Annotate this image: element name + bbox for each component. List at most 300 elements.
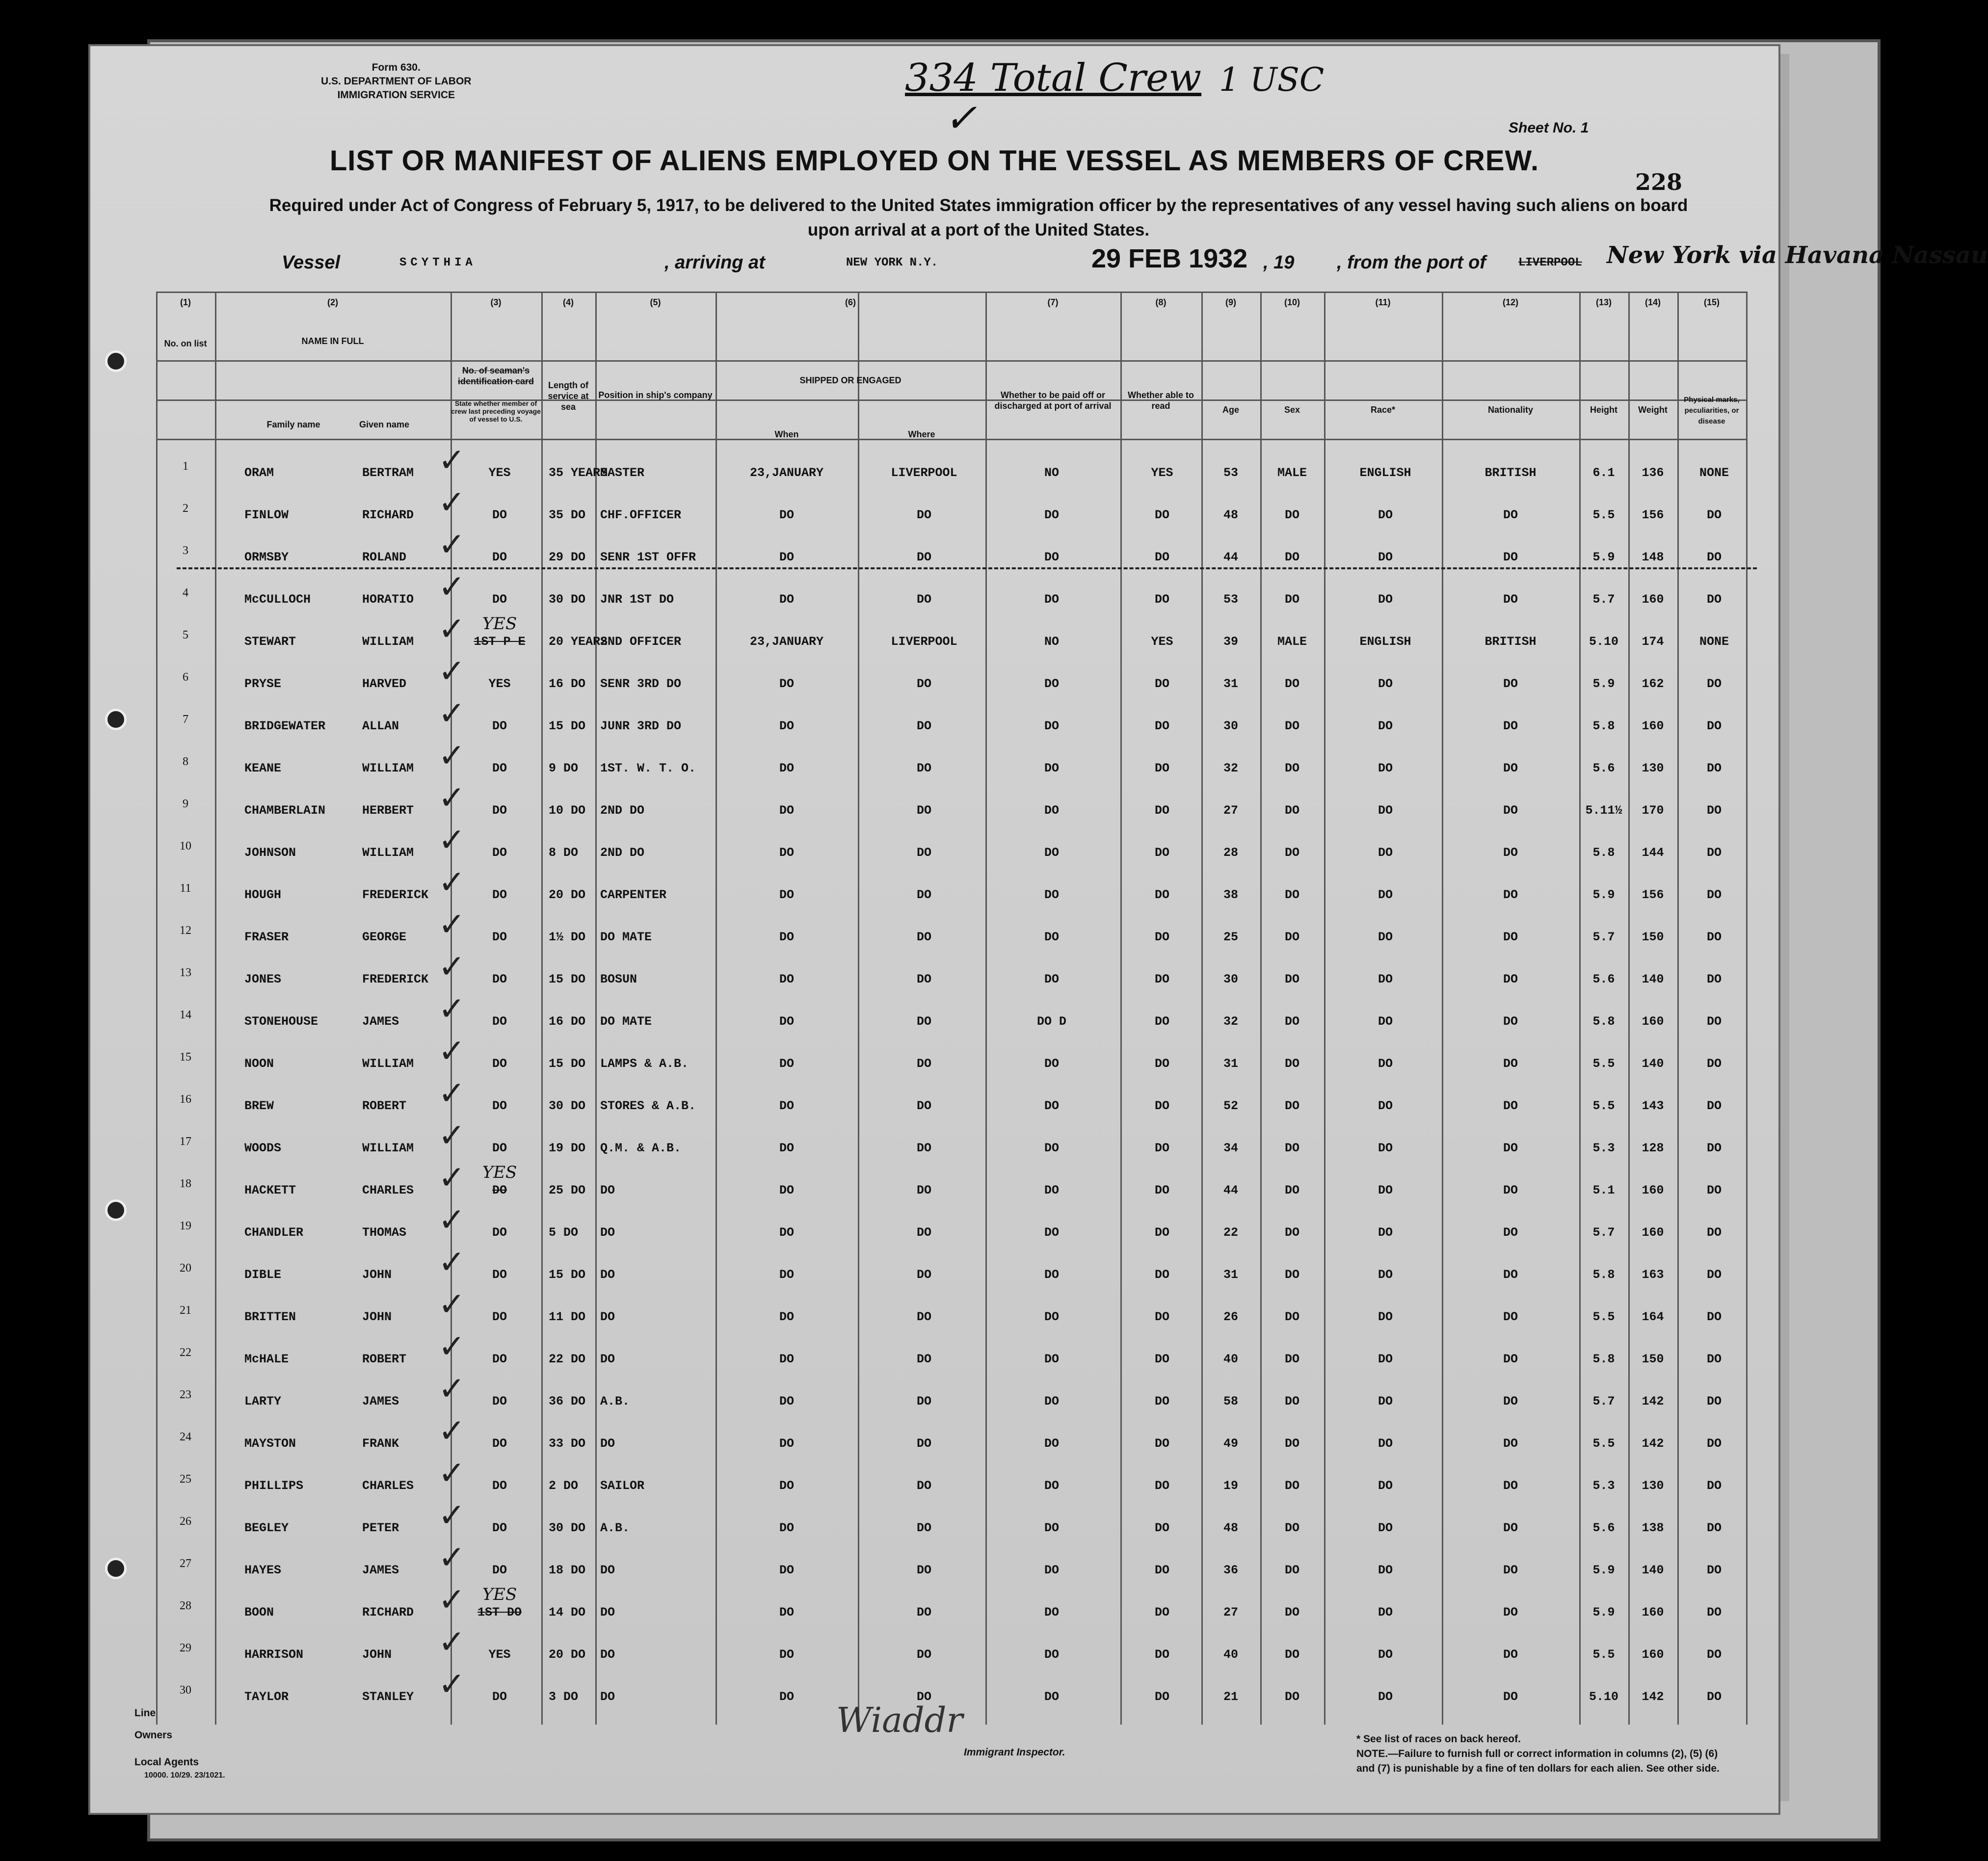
page-subtitle: Required under Act of Congress of February 5, 1917, to be delivered to the United States immigration officer by the representatives of any vessel having such aliens on board upon arrival at a port of the United States. xyxy=(269,196,1688,239)
crew-table xyxy=(156,292,1746,1744)
row-26-nat: DO xyxy=(1503,1521,1518,1535)
row-21-position: DO xyxy=(600,1310,615,1324)
table-column-rule xyxy=(1120,292,1122,1725)
row-22-race: DO xyxy=(1378,1352,1393,1366)
row-26-sex: DO xyxy=(1284,1521,1299,1535)
row-30-where: DO xyxy=(916,1690,931,1704)
row-17-family: WOODS xyxy=(244,1141,282,1155)
penalty-note: NOTE.—Failure to furnish full or correct information in columns (2), (5) (6) and (7) is punishable by a fine of ten dollars for each alien. See other side. xyxy=(1356,1748,1720,1774)
row-2-n: 2 xyxy=(183,502,188,515)
row-16-height: 5.5 xyxy=(1592,1099,1615,1113)
row-28-when: DO xyxy=(779,1605,794,1620)
row-19-prev: DO xyxy=(492,1225,507,1240)
row-20-family: DIBLE xyxy=(244,1268,282,1282)
row-13-family: JONES xyxy=(244,972,282,986)
row-24-marks: DO xyxy=(1706,1436,1722,1451)
row-22-given: ROBERT xyxy=(362,1352,407,1366)
row-20-when: DO xyxy=(779,1268,794,1282)
row-16-nat: DO xyxy=(1503,1099,1518,1113)
row-18-race: DO xyxy=(1378,1183,1393,1197)
row-28-sex: DO xyxy=(1284,1605,1299,1620)
row-4-prev: DO xyxy=(492,592,507,607)
row-27-height: 5.9 xyxy=(1592,1563,1615,1577)
row-4-position: JNR 1ST DO xyxy=(600,592,674,607)
row-1-where: LIVERPOOL xyxy=(891,466,957,480)
row-18-nat: DO xyxy=(1503,1183,1518,1197)
row-5-service: 20 YEARS xyxy=(549,635,608,649)
row-8-check-mark: ✓ xyxy=(438,737,466,774)
row-20-n: 20 xyxy=(180,1262,191,1275)
table-header-rule xyxy=(156,292,1746,293)
row-6-service: 16 DO xyxy=(549,677,586,691)
form-service: IMMIGRATION SERVICE xyxy=(337,89,455,101)
row-10-marks: DO xyxy=(1706,846,1722,860)
row-26-height: 5.6 xyxy=(1592,1521,1615,1535)
row-19-when: DO xyxy=(779,1225,794,1240)
row-6-age: 31 xyxy=(1223,677,1238,691)
row-22-where: DO xyxy=(916,1352,931,1366)
punch-hole xyxy=(105,1199,127,1221)
row-19-weight: 160 xyxy=(1642,1225,1664,1240)
row-23-nat: DO xyxy=(1503,1394,1518,1409)
row-2-nat: DO xyxy=(1503,508,1518,522)
row-20-prev: DO xyxy=(492,1268,507,1282)
row-18-weight: 160 xyxy=(1642,1183,1664,1197)
row-28-nat: DO xyxy=(1503,1605,1518,1620)
row-17-age: 34 xyxy=(1223,1141,1238,1155)
row-13-prev: DO xyxy=(492,972,507,986)
row-1-age: 53 xyxy=(1223,466,1238,480)
usc-annotation: 1 USC xyxy=(1219,61,1325,99)
row-30-service: 3 DO xyxy=(549,1690,579,1704)
row-21-age: 26 xyxy=(1223,1310,1238,1324)
row-23-read: DO xyxy=(1154,1394,1169,1409)
header-sex: Sex xyxy=(1284,405,1300,415)
row-8-weight: 130 xyxy=(1642,761,1664,775)
row-19-height: 5.7 xyxy=(1592,1225,1615,1240)
row-3-when: DO xyxy=(779,550,794,564)
row-24-age: 49 xyxy=(1223,1436,1238,1451)
row-26-where: DO xyxy=(916,1521,931,1535)
row-16-when: DO xyxy=(779,1099,794,1113)
crew-total-annotation: 334 Total Crew xyxy=(905,56,1202,100)
table-column-rule xyxy=(541,292,543,1725)
row-5-read: YES xyxy=(1151,635,1173,649)
vessel-name: SCYTHIA xyxy=(399,256,477,269)
row-30-age: 21 xyxy=(1223,1690,1238,1704)
row-17-weight: 128 xyxy=(1642,1141,1664,1155)
row-6-nat: DO xyxy=(1503,677,1518,691)
row-13-read: DO xyxy=(1154,972,1169,986)
header-age: Age xyxy=(1222,405,1239,415)
sheet-number-value: 1 xyxy=(1580,120,1589,136)
row-28-n: 28 xyxy=(180,1599,191,1612)
row-9-when: DO xyxy=(779,803,794,818)
row-5-paid: NO xyxy=(1044,635,1059,649)
row-4-read: DO xyxy=(1154,592,1169,607)
row-7-weight: 160 xyxy=(1642,719,1664,733)
row-21-given: JOHN xyxy=(362,1310,392,1324)
row-28-paid: DO xyxy=(1044,1605,1059,1620)
row-9-given: HERBERT xyxy=(362,803,414,818)
header-paid-off: Whether to be paid off or discharged at port of arrival xyxy=(994,390,1112,411)
row-30-paid: DO xyxy=(1044,1690,1059,1704)
row-19-nat: DO xyxy=(1503,1225,1518,1240)
row-15-given: WILLIAM xyxy=(362,1057,414,1071)
row-14-prev: DO xyxy=(492,1014,507,1029)
row-17-position: Q.M. & A.B. xyxy=(600,1141,682,1155)
row-28-service: 14 DO xyxy=(549,1605,586,1620)
punch-hole xyxy=(105,1558,127,1579)
row-7-family: BRIDGEWATER xyxy=(244,719,326,733)
row-15-n: 15 xyxy=(180,1051,191,1063)
row-19-age: 22 xyxy=(1223,1225,1238,1240)
agents-label: Local Agents xyxy=(134,1756,199,1768)
row-3-marks: DO xyxy=(1706,550,1722,564)
row-18-age: 44 xyxy=(1223,1183,1238,1197)
races-note: * See list of races on back hereof. xyxy=(1356,1733,1521,1745)
row-16-prev: DO xyxy=(492,1099,507,1113)
row-9-nat: DO xyxy=(1503,803,1518,818)
row-18-sex: DO xyxy=(1284,1183,1299,1197)
row-12-when: DO xyxy=(779,930,794,944)
row-6-paid: DO xyxy=(1044,677,1059,691)
row-10-read: DO xyxy=(1154,846,1169,860)
column-number: (9) xyxy=(1225,297,1236,307)
row-14-read: DO xyxy=(1154,1014,1169,1029)
row-22-n: 22 xyxy=(180,1346,191,1359)
row-18-position: DO xyxy=(600,1183,615,1197)
row-30-check-mark: ✓ xyxy=(438,1665,466,1703)
row-10-family: JOHNSON xyxy=(244,846,296,860)
row-26-race: DO xyxy=(1378,1521,1393,1535)
row-11-n: 11 xyxy=(180,882,191,895)
row-28-age: 27 xyxy=(1223,1605,1238,1620)
header-given-name: Given name xyxy=(359,420,410,429)
row-2-paid: DO xyxy=(1044,508,1059,522)
table-column-rule xyxy=(1260,292,1262,1725)
row-18-height: 5.1 xyxy=(1592,1183,1615,1197)
row-29-given: JOHN xyxy=(362,1648,392,1662)
row-27-sex: DO xyxy=(1284,1563,1299,1577)
row-1-position: MASTER xyxy=(600,466,645,480)
header-nationality: Nationality xyxy=(1487,405,1533,415)
row-15-marks: DO xyxy=(1706,1057,1722,1071)
row-20-weight: 163 xyxy=(1642,1268,1664,1282)
row-13-service: 15 DO xyxy=(549,972,586,986)
row-6-n: 6 xyxy=(183,671,188,684)
row-5-check-mark: ✓ xyxy=(438,610,466,648)
row-26-when: DO xyxy=(779,1521,794,1535)
row-17-prev: DO xyxy=(492,1141,507,1155)
row-25-n: 25 xyxy=(180,1473,191,1486)
row-12-family: FRASER xyxy=(244,930,289,944)
row-26-family: BEGLEY xyxy=(244,1521,289,1535)
row-30-position: DO xyxy=(600,1690,615,1704)
row-8-position: 1ST. W. T. O. xyxy=(600,761,696,775)
row-3-where: DO xyxy=(916,550,931,564)
row-22-family: McHALE xyxy=(244,1352,289,1366)
row-5-given: WILLIAM xyxy=(362,635,414,649)
row-17-sex: DO xyxy=(1284,1141,1299,1155)
row-20-read: DO xyxy=(1154,1268,1169,1282)
row-20-paid: DO xyxy=(1044,1268,1059,1282)
row-25-paid: DO xyxy=(1044,1479,1059,1493)
row-28-check-mark: ✓ xyxy=(438,1581,466,1619)
column-number: (15) xyxy=(1703,297,1720,307)
row-13-position: BOSUN xyxy=(600,972,637,986)
row-9-marks: DO xyxy=(1706,803,1722,818)
manifest-page xyxy=(88,44,1988,1815)
row-1-marks: NONE xyxy=(1699,466,1729,480)
row-29-nat: DO xyxy=(1503,1648,1518,1662)
row-24-where: DO xyxy=(916,1436,931,1451)
row-24-service: 33 DO xyxy=(549,1436,586,1451)
row-4-when: DO xyxy=(779,592,794,607)
row-10-where: DO xyxy=(916,846,931,860)
row-6-read: DO xyxy=(1154,677,1169,691)
inspector-label: Immigrant Inspector. xyxy=(964,1747,1065,1758)
row-3-given: ROLAND xyxy=(362,550,407,564)
row-25-read: DO xyxy=(1154,1479,1169,1493)
row-11-weight: 156 xyxy=(1642,888,1664,902)
row-21-check-mark: ✓ xyxy=(438,1285,466,1323)
row-20-check-mark: ✓ xyxy=(438,1243,466,1281)
row-17-height: 5.3 xyxy=(1592,1141,1615,1155)
row-27-weight: 140 xyxy=(1642,1563,1664,1577)
row-15-position: LAMPS & A.B. xyxy=(600,1057,689,1071)
row-6-check-mark: ✓ xyxy=(438,652,466,690)
row-13-when: DO xyxy=(779,972,794,986)
row-10-given: WILLIAM xyxy=(362,846,414,860)
column-number: (5) xyxy=(650,297,661,307)
row-2-where: DO xyxy=(916,508,931,522)
row-29-family: HARRISON xyxy=(244,1648,304,1662)
row-15-sex: DO xyxy=(1284,1057,1299,1071)
row-11-when: DO xyxy=(779,888,794,902)
row-8-given: WILLIAM xyxy=(362,761,414,775)
row-1-read: YES xyxy=(1151,466,1173,480)
row-7-service: 15 DO xyxy=(549,719,586,733)
row-29-n: 29 xyxy=(180,1642,191,1654)
row-7-when: DO xyxy=(779,719,794,733)
row-18-check-mark: ✓ xyxy=(438,1159,466,1196)
row-15-weight: 140 xyxy=(1642,1057,1664,1071)
row-2-height: 5.5 xyxy=(1592,508,1615,522)
row-3-paid: DO xyxy=(1044,550,1059,564)
row-30-n: 30 xyxy=(180,1684,191,1697)
row-18-family: HACKETT xyxy=(244,1183,296,1197)
row-23-given: JAMES xyxy=(362,1394,399,1409)
row-30-read: DO xyxy=(1154,1690,1169,1704)
column-number: (4) xyxy=(563,297,574,307)
column-number: (13) xyxy=(1595,297,1612,307)
row-1-sex: MALE xyxy=(1277,466,1307,480)
header-where: Where xyxy=(908,429,935,439)
row-21-paid: DO xyxy=(1044,1310,1059,1324)
row-21-sex: DO xyxy=(1284,1310,1299,1324)
row-22-weight: 150 xyxy=(1642,1352,1664,1366)
row-2-family: FINLOW xyxy=(244,508,289,522)
row-4-sex: DO xyxy=(1284,592,1299,607)
row-27-position: DO xyxy=(600,1563,615,1577)
row-3-n: 3 xyxy=(183,544,188,557)
row-13-given: FREDERICK xyxy=(362,972,429,986)
row-16-sex: DO xyxy=(1284,1099,1299,1113)
row-19-paid: DO xyxy=(1044,1225,1059,1240)
row-7-marks: DO xyxy=(1706,719,1722,733)
column-number: (3) xyxy=(490,297,502,307)
row-24-check-mark: ✓ xyxy=(438,1412,466,1450)
row-28-prev-handwritten: YES xyxy=(482,1585,517,1604)
row-24-weight: 142 xyxy=(1642,1436,1664,1451)
row-9-height: 5.11½ xyxy=(1585,803,1622,818)
form-header xyxy=(321,61,471,102)
row-30-family: TAYLOR xyxy=(244,1690,289,1704)
row-14-marks: DO xyxy=(1706,1014,1722,1029)
row-9-service: 10 DO xyxy=(549,803,586,818)
row-3-position: SENR 1ST OFFR xyxy=(600,550,696,564)
row-4-weight: 160 xyxy=(1642,592,1664,607)
header-position: Position in ship's company xyxy=(598,390,713,400)
row-24-position: DO xyxy=(600,1436,615,1451)
row-12-height: 5.7 xyxy=(1592,930,1615,944)
row-17-paid: DO xyxy=(1044,1141,1059,1155)
row-30-given: STANLEY xyxy=(362,1690,414,1704)
row-24-given: FRANK xyxy=(362,1436,399,1451)
form-department: U.S. DEPARTMENT OF LABOR xyxy=(321,76,472,87)
row-16-marks: DO xyxy=(1706,1099,1722,1113)
check-mark: ✓ xyxy=(944,95,978,141)
row-1-service: 35 YEARS xyxy=(549,466,608,480)
row-9-n: 9 xyxy=(183,798,188,810)
row-11-read: DO xyxy=(1154,888,1169,902)
row-21-marks: DO xyxy=(1706,1310,1722,1324)
table-column-rule xyxy=(858,292,859,1725)
table-column-rule xyxy=(1677,292,1679,1725)
row-12-position: DO MATE xyxy=(600,930,652,944)
row-25-family: PHILLIPS xyxy=(244,1479,304,1493)
row-29-weight: 160 xyxy=(1642,1648,1664,1662)
row-10-prev: DO xyxy=(492,846,507,860)
row-27-marks: DO xyxy=(1706,1563,1722,1577)
row-11-height: 5.9 xyxy=(1592,888,1615,902)
row-14-family: STONEHOUSE xyxy=(244,1014,318,1029)
row-2-race: DO xyxy=(1378,508,1393,522)
row-9-paid: DO xyxy=(1044,803,1059,818)
row-16-paid: DO xyxy=(1044,1099,1059,1113)
row-21-race: DO xyxy=(1378,1310,1393,1324)
header-prev-voyage: State whether member of crew last preceding voyage of vessel to U.S. xyxy=(451,399,541,423)
row-19-position: DO xyxy=(600,1225,615,1240)
row-25-height: 5.3 xyxy=(1592,1479,1615,1493)
row-22-sex: DO xyxy=(1284,1352,1299,1366)
row-18-given: CHARLES xyxy=(362,1183,414,1197)
row-23-where: DO xyxy=(916,1394,931,1409)
year-label: , 19 xyxy=(1263,252,1295,273)
row-20-marks: DO xyxy=(1706,1268,1722,1282)
row-27-given: JAMES xyxy=(362,1563,399,1577)
row-23-marks: DO xyxy=(1706,1394,1722,1409)
row-16-read: DO xyxy=(1154,1099,1169,1113)
row-1-family: ORAM xyxy=(244,466,274,480)
row-11-age: 38 xyxy=(1223,888,1238,902)
row-6-when: DO xyxy=(779,677,794,691)
row-10-sex: DO xyxy=(1284,846,1299,860)
row-3-race: DO xyxy=(1378,550,1393,564)
row-14-height: 5.8 xyxy=(1592,1014,1615,1029)
row-20-race: DO xyxy=(1378,1268,1393,1282)
row-26-read: DO xyxy=(1154,1521,1169,1535)
row-27-family: HAYES xyxy=(244,1563,282,1577)
row-19-race: DO xyxy=(1378,1225,1393,1240)
row-30-sex: DO xyxy=(1284,1690,1299,1704)
row-29-marks: DO xyxy=(1706,1648,1722,1662)
row-7-height: 5.8 xyxy=(1592,719,1615,733)
row-8-family: KEANE xyxy=(244,761,282,775)
row-18-prev: DO xyxy=(492,1183,507,1197)
row-7-age: 30 xyxy=(1223,719,1238,733)
row-17-given: WILLIAM xyxy=(362,1141,414,1155)
row-4-check-mark: ✓ xyxy=(438,568,466,606)
row-21-weight: 164 xyxy=(1642,1310,1664,1324)
row-23-height: 5.7 xyxy=(1592,1394,1615,1409)
row-2-marks: DO xyxy=(1706,508,1722,522)
row-11-nat: DO xyxy=(1503,888,1518,902)
row-25-position: SAILOR xyxy=(600,1479,645,1493)
row-12-check-mark: ✓ xyxy=(438,905,466,943)
row-23-position: A.B. xyxy=(600,1394,630,1409)
table-column-rule xyxy=(716,292,717,1725)
row-22-check-mark: ✓ xyxy=(438,1328,466,1365)
row-10-position: 2ND DO xyxy=(600,846,645,860)
row-25-prev: DO xyxy=(492,1479,507,1493)
table-column-rule xyxy=(215,292,216,1725)
row-7-n: 7 xyxy=(183,713,188,726)
row-3-age: 44 xyxy=(1223,550,1238,564)
row-18-paid: DO xyxy=(1044,1183,1059,1197)
row-12-age: 25 xyxy=(1223,930,1238,944)
row-27-race: DO xyxy=(1378,1563,1393,1577)
row-29-when: DO xyxy=(779,1648,794,1662)
row-24-nat: DO xyxy=(1503,1436,1518,1451)
row-23-n: 23 xyxy=(180,1388,191,1401)
row-19-given: THOMAS xyxy=(362,1225,407,1240)
row-5-when: 23,JANUARY xyxy=(749,635,824,649)
row-23-service: 36 DO xyxy=(549,1394,586,1409)
column-number: (1) xyxy=(180,297,191,307)
row-13-nat: DO xyxy=(1503,972,1518,986)
row-20-position: DO xyxy=(600,1268,615,1282)
row-strikethrough xyxy=(177,567,1757,569)
header-race: Race* xyxy=(1370,405,1396,415)
row-8-where: DO xyxy=(916,761,931,775)
row-16-weight: 143 xyxy=(1642,1099,1664,1113)
row-26-check-mark: ✓ xyxy=(438,1496,466,1534)
row-30-weight: 142 xyxy=(1642,1690,1664,1704)
row-13-check-mark: ✓ xyxy=(438,948,466,985)
row-28-marks: DO xyxy=(1706,1605,1722,1620)
row-11-position: CARPENTER xyxy=(600,888,667,902)
header-able-to-read: Whether able to read xyxy=(1127,390,1194,411)
row-3-service: 29 DO xyxy=(549,550,586,564)
row-28-prev: 1ST DO xyxy=(477,1605,522,1620)
row-14-where: DO xyxy=(916,1014,931,1029)
row-20-age: 31 xyxy=(1223,1268,1238,1282)
row-2-service: 35 DO xyxy=(549,508,586,522)
row-3-height: 5.9 xyxy=(1592,550,1615,564)
row-26-weight: 138 xyxy=(1642,1521,1664,1535)
